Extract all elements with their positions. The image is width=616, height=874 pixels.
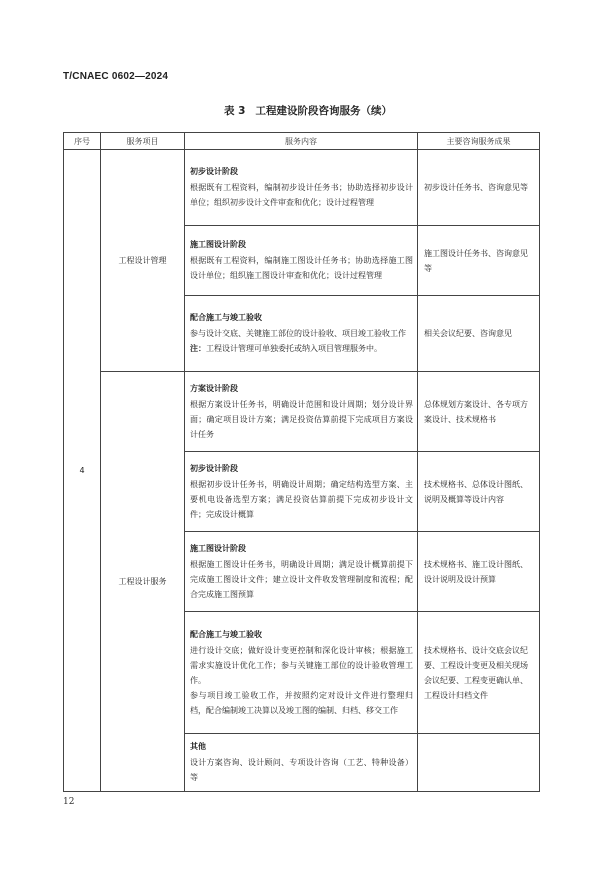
service-content	[185, 296, 418, 372]
phase-description-continued: 参与项目竣工验收工作，并按照约定对设计文件进行整理归档，配合编制竣工决算以及竣工图的编制、归档、移交工作	[190, 690, 413, 715]
service-content	[185, 612, 418, 734]
document-id: T/CNAEC 0602—2024	[63, 71, 169, 82]
service-result: 相关会议纪要、咨询意见	[418, 296, 540, 372]
note	[190, 341, 413, 356]
phase-description: 参与设计交底、关键施工部位的设计验收、项目竣工验收工作	[190, 329, 406, 338]
phase-description: 根据施工图设计任务书，明确设计周期；满足设计概算前提下完成施工图设计文件；建立设计文件收发管理制度和流程；配合完成施工图预算	[190, 559, 413, 599]
column-header: 服务项目	[101, 133, 185, 150]
service-result: 技术规格书、总体设计图纸、说明及概算等设计内容	[418, 452, 540, 532]
phase-description: 根据既有工程资料，编制施工图设计任务书；协助选择施工图设计单位；组织施工图设计审查和优化；设计过程管理	[190, 256, 413, 280]
phase-title: 方案设计阶段	[190, 383, 238, 393]
sequence-number: 4	[64, 150, 101, 792]
phase-description: 进行设计交底；做好设计变更控制和深化设计审核；根据施工需求实施设计优化工作；参与关键施工部位的设计验收管理工作。	[190, 645, 413, 685]
phase-description: 设计方案咨询、设计顾问、专项设计咨询（工艺、特种设备）等	[190, 758, 413, 782]
service-result	[418, 734, 540, 792]
column-header: 主要咨询服务成果	[418, 133, 540, 150]
phase-title: 其他	[190, 742, 206, 751]
phase-title: 施工图设计阶段	[190, 240, 246, 249]
table-row	[64, 372, 540, 452]
table-row	[64, 150, 540, 226]
service-item: 工程设计服务	[101, 372, 185, 792]
service-result: 施工图设计任务书、咨询意见等	[418, 226, 540, 296]
phase-description: 根据初步设计任务书，明确设计周期；确定结构选型方案、主要机电设备选型方案；满足投资估算前提下完成初步设计文件；完成设计概算	[190, 479, 413, 519]
service-content	[185, 734, 418, 792]
column-header: 序号	[64, 133, 101, 150]
table-header-row	[64, 133, 540, 150]
service-result: 技术规格书、设计交底会议纪要、工程设计变更及相关现场会议纪要、工程变更确认单、工程设计归档文件	[418, 612, 540, 734]
service-content	[185, 452, 418, 532]
phase-description: 根据方案设计任务书，明确设计范围和设计周期；划分设计界面；确定项目设计方案；满足投资估算前提下完成项目方案设计任务	[190, 399, 413, 439]
note-text: 工程设计管理可单独委托或纳入项目管理服务中。	[206, 344, 382, 353]
service-result: 技术规格书、施工设计图纸、设计说明及设计预算	[418, 532, 540, 612]
page-number: 12	[63, 797, 75, 807]
phase-description: 根据既有工程资料，编制初步设计任务书；协助选择初步设计单位；组织初步设计文件审查和优化；设计过程管理	[190, 183, 413, 207]
service-content	[185, 372, 418, 452]
phase-title: 施工图设计阶段	[190, 543, 246, 553]
column-header: 服务内容	[185, 133, 418, 150]
service-result: 总体规划方案设计、各专项方案设计、技术规格书	[418, 372, 540, 452]
table-title: 工程建设阶段咨询服务（续）	[255, 105, 392, 117]
note-label: 注：	[190, 344, 206, 353]
phase-title: 配合施工与竣工验收	[190, 313, 262, 322]
phase-title: 初步设计阶段	[190, 463, 238, 473]
table-caption	[0, 103, 616, 118]
service-table	[63, 132, 540, 792]
phase-title: 初步设计阶段	[190, 167, 238, 176]
service-result: 初步设计任务书、咨询意见等	[418, 150, 540, 226]
phase-title: 配合施工与竣工验收	[190, 629, 262, 639]
service-content	[185, 226, 418, 296]
table-number: 表 3	[224, 105, 246, 117]
service-item: 工程设计管理	[101, 150, 185, 372]
service-content	[185, 150, 418, 226]
service-content	[185, 532, 418, 612]
